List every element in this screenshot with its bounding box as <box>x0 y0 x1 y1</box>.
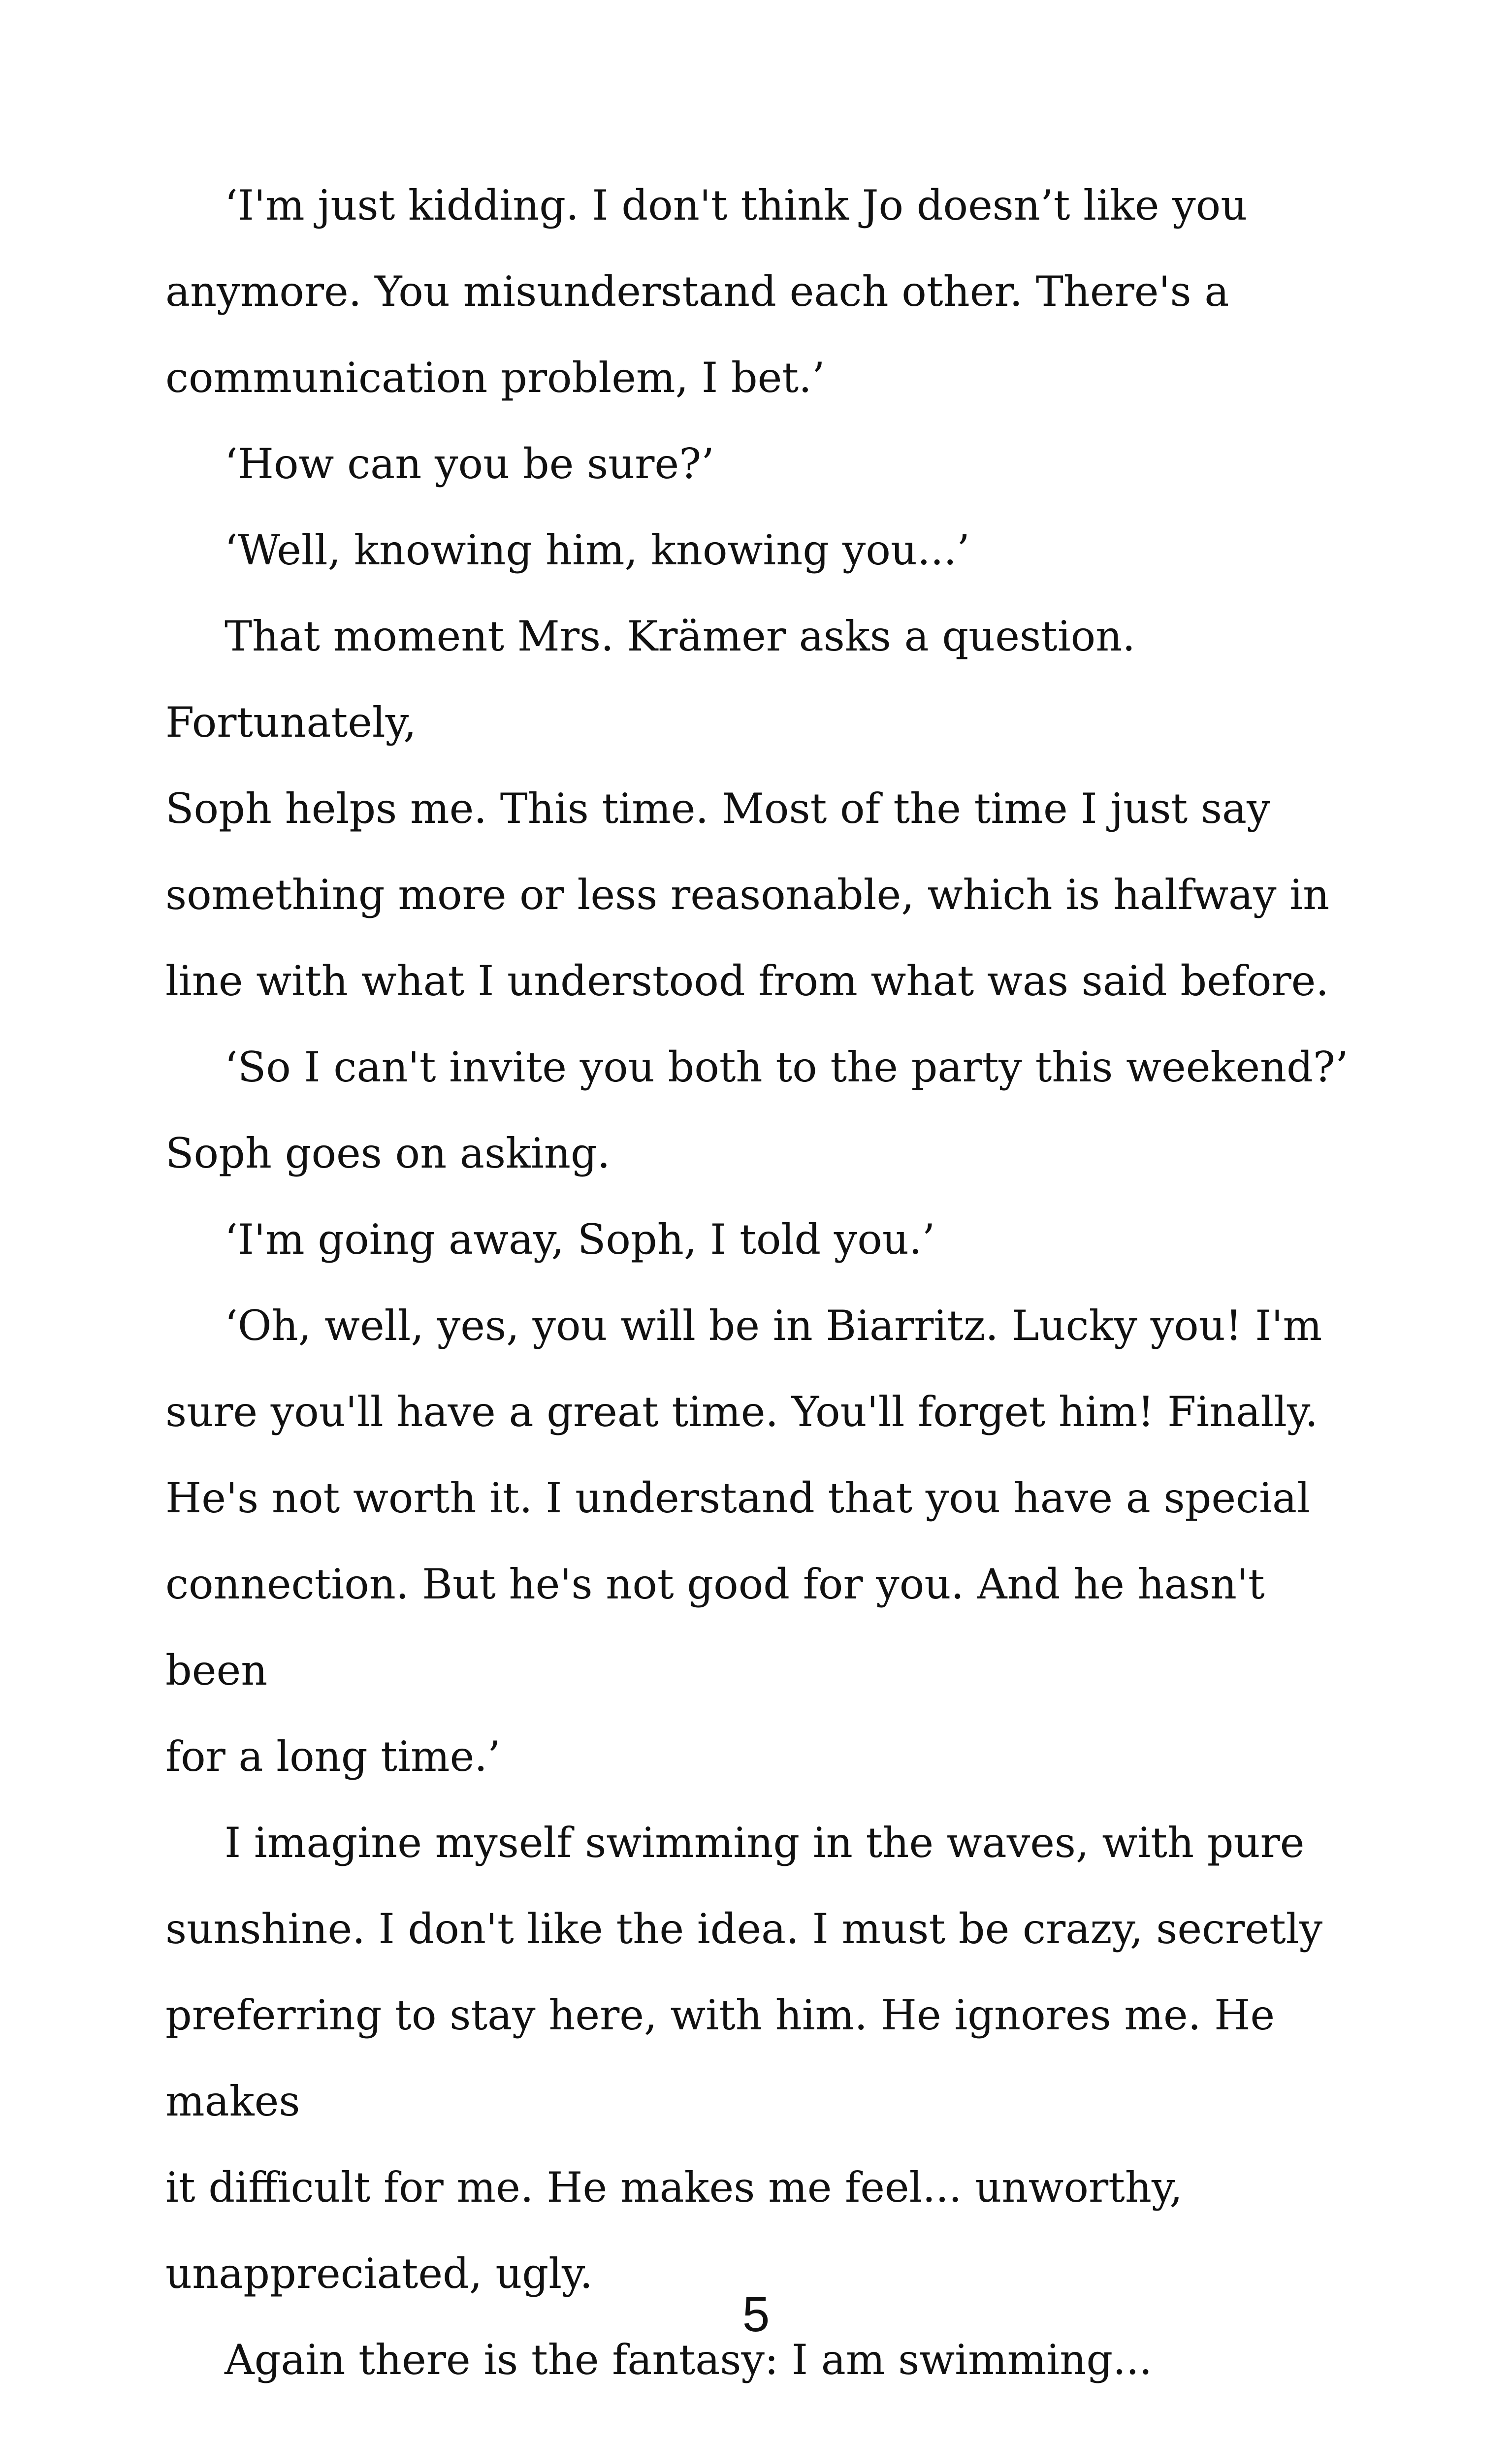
paragraph: ‘I'm just kidding. I don't think Jo doesn’t like you anymore. You misunderstand each other. There's a communication problem, I bet.’ <box>165 181 1248 402</box>
paragraph: That moment Mrs. Krämer asks a question. Fortunately, Soph helps me. This time. Most of the time I just say something more or less reasonable, which is halfway in line with what I understood from what was said before. <box>165 612 1330 1005</box>
body-text <box>165 163 1377 2403</box>
paragraph: Again there is the fantasy: I am swimming... <box>225 2336 1153 2384</box>
paragraph: ‘I'm going away, Soph, I told you.’ <box>225 1215 935 1264</box>
paragraph: ‘How can you be sure?’ <box>225 440 714 488</box>
paragraph: I imagine myself swimming in the waves, with pure sunshine. I don't like the idea. I must be crazy, secretly preferring to stay here, with him. He ignores me. He makes it difficult for me. He makes me feel... unworthy, unappreciated, ugly. <box>165 1819 1323 2298</box>
paragraph: ‘Oh, well, yes, you will be in Biarritz. Lucky you! I'm sure you'll have a great time. You'll forget him! Finally. He's not worth it. I understand that you have a special connection. But he's not good for you. And he hasn't been for a long time.’ <box>165 1302 1322 1781</box>
paragraph: ‘So I can't invite you both to the party this weekend?’ Soph goes on asking. <box>165 1043 1349 1177</box>
page-number: 5 <box>742 2287 770 2342</box>
paragraph: ‘Well, knowing him, knowing you...’ <box>225 526 970 574</box>
